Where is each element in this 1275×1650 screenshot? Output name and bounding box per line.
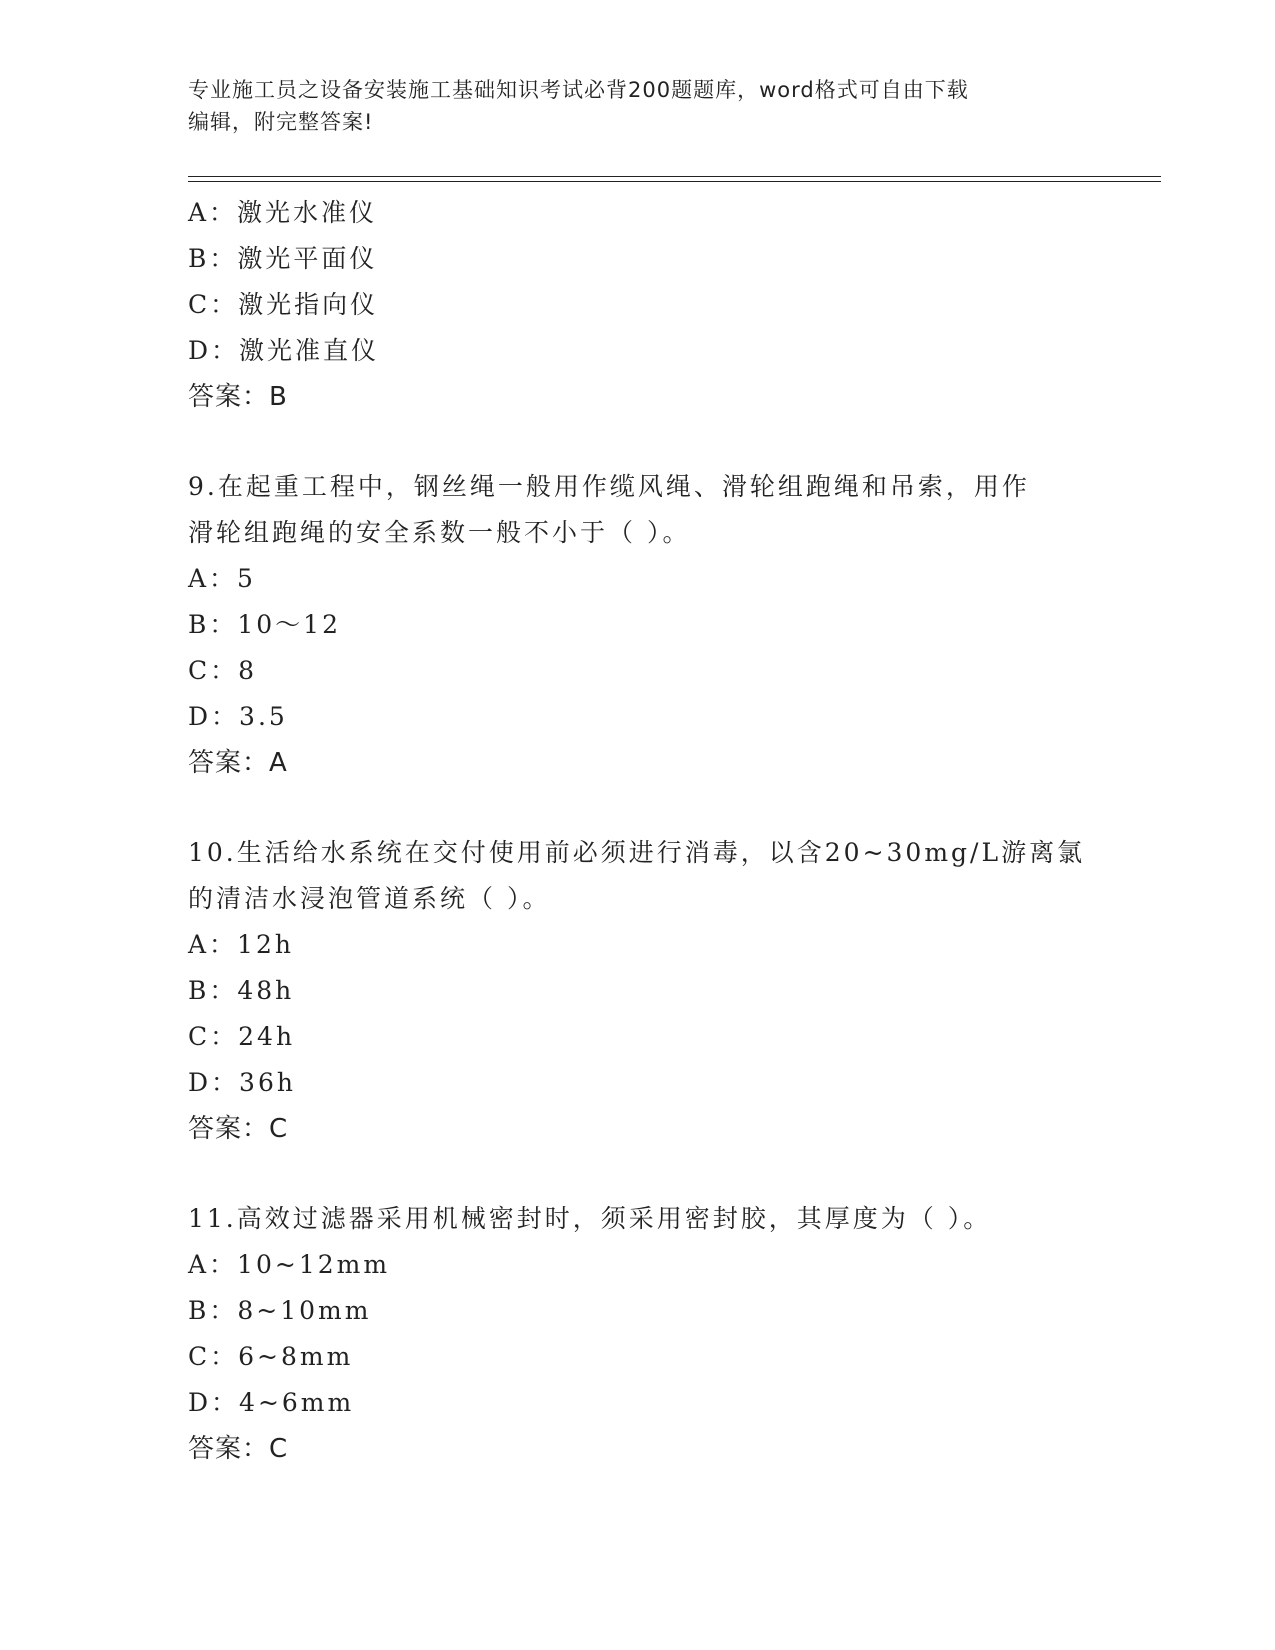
option-c: C：24h bbox=[188, 1022, 296, 1051]
header-divider-bottom bbox=[188, 181, 1161, 182]
spacer bbox=[188, 1152, 1088, 1196]
question-stem-line-2: 的清洁水浸泡管道系统（ ）。 bbox=[188, 884, 551, 913]
question-stem-line-1: 10.生活给水系统在交付使用前必须进行消毒，以含20~30mg/L游离氯 bbox=[188, 838, 1086, 867]
answer-line: 答案：B bbox=[188, 382, 288, 412]
question-stem-line-1: 11.高效过滤器采用机械密封时，须采用密封胶，其厚度为（ ）。 bbox=[188, 1204, 992, 1233]
question-8 bbox=[188, 190, 1088, 420]
option-c: C：8 bbox=[188, 656, 258, 685]
question-stem-line-1: 9.在起重工程中，钢丝绳一般用作缆风绳、滑轮组跑绳和吊索，用作 bbox=[188, 472, 1030, 501]
spacer bbox=[188, 786, 1088, 830]
question-9 bbox=[188, 464, 1088, 786]
header-divider-top bbox=[188, 176, 1161, 177]
option-a: A：12h bbox=[188, 930, 294, 959]
option-a: A：5 bbox=[188, 564, 256, 593]
header-title-line-1: 专业施工员之设备安装施工基础知识考试必背200题题库，word格式可自由下载 bbox=[188, 78, 969, 102]
answer-line: 答案：C bbox=[188, 1434, 289, 1464]
question-11 bbox=[188, 1196, 1088, 1472]
document-header bbox=[188, 74, 1088, 138]
option-d: D：激光准直仪 bbox=[188, 336, 380, 365]
option-d: D：4~6mm bbox=[188, 1388, 355, 1417]
question-stem-line-2: 滑轮组跑绳的安全系数一般不小于（ ）。 bbox=[188, 518, 691, 547]
answer-line: 答案：A bbox=[188, 748, 288, 778]
option-b: B：10～12 bbox=[188, 610, 341, 639]
option-b: B：48h bbox=[188, 976, 295, 1005]
header-title-line-2: 编辑，附完整答案! bbox=[188, 110, 374, 134]
option-b: B：8~10mm bbox=[188, 1296, 372, 1325]
question-list bbox=[188, 190, 1088, 1472]
option-a: A：激光水准仪 bbox=[188, 198, 378, 227]
option-d: D：3.5 bbox=[188, 702, 288, 731]
spacer bbox=[188, 420, 1088, 464]
question-10 bbox=[188, 830, 1088, 1152]
answer-line: 答案：C bbox=[188, 1114, 289, 1144]
option-c: C：6~8mm bbox=[188, 1342, 354, 1371]
option-c: C：激光指向仪 bbox=[188, 290, 379, 319]
option-b: B：激光平面仪 bbox=[188, 244, 378, 273]
option-a: A：10~12mm bbox=[188, 1250, 391, 1279]
option-d: D：36h bbox=[188, 1068, 296, 1097]
